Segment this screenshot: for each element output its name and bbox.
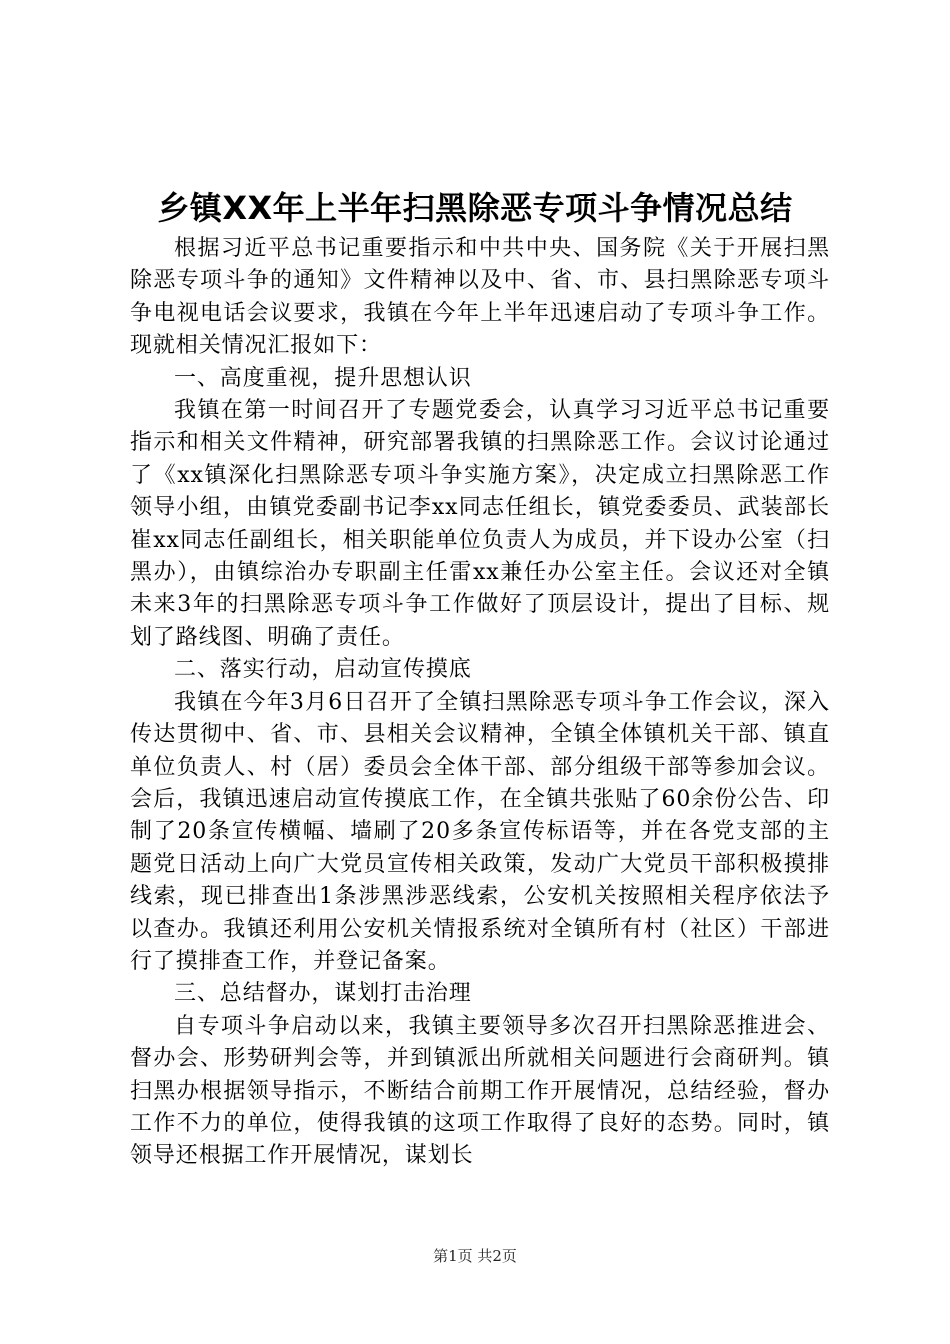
page-number-footer: 第1页 共2页	[433, 1247, 517, 1265]
section-heading-1: 一、高度重视，提升思想认识	[174, 365, 472, 391]
section-paragraph-2: 我镇在今年3月6日召开了全镇扫黑除恶专项斗争工作会议，深入传达贯彻中、省、市、县相关会议精神，全镇全体镇机关干部、镇直单位负责人、村（居）委员会全体干部、部分组级干部等参加会议。会后，我镇迅速启动宣传摸底工作，在全镇共张贴了60余份公告、印制了20条宣传横幅、墙刷了20多条宣传标语等，并在各党支部的主题党日活动上向广大党员宣传相关政策，发动广大党员干部积极摸排线索，现已排查出1条涉黑涉恶线索，公安机关按照相关程序依法予以查办。我镇还利用公安机关情报系统对全镇所有村（社区）干部进行了摸排查工作，并登记备案。	[130, 689, 830, 974]
section-paragraph-1: 我镇在第一时间召开了专题党委会，认真学习习近平总书记重要指示和相关文件精神，研究部署我镇的扫黑除恶工作。会议讨论通过了《xx镇深化扫黑除恶专项斗争实施方案》，决定成立扫黑除恶工作领导小组，由镇党委副书记李xx同志任组长，镇党委委员、武装部长崔xx同志任副组长，相关职能单位负责人为成员，并下设办公室（扫黑办），由镇综治办专职副主任雷xx兼任办公室主任。会议还对全镇未来3年的扫黑除恶专项斗争工作做好了顶层设计，提出了目标、规划了路线图、明确了责任。	[130, 398, 830, 650]
section-paragraph-3: 自专项斗争启动以来，我镇主要领导多次召开扫黑除恶推进会、督办会、形势研判会等，并到镇派出所就相关问题进行会商研判。镇扫黑办根据领导指示，不断结合前期工作开展情况，总结经验，督办工作不力的单位，使得我镇的这项工作取得了良好的态势。同时，镇领导还根据工作开展情况，谋划长	[130, 1013, 830, 1169]
section-heading-3: 三、总结督办，谋划打击治理	[174, 981, 472, 1007]
document-title: 乡镇XX年上半年扫黑除恶专项斗争情况总结	[157, 189, 793, 227]
section-heading-2: 二、落实行动，启动宣传摸底	[174, 657, 472, 683]
intro-paragraph: 根据习近平总书记重要指示和中共中央、国务院《关于开展扫黑除恶专项斗争的通知》文件精神以及中、省、市、县扫黑除恶专项斗争电视电话会议要求，我镇在今年上半年迅速启动了专项斗争工作。现就相关情况汇报如下：	[130, 236, 830, 359]
document-body	[130, 233, 830, 1173]
